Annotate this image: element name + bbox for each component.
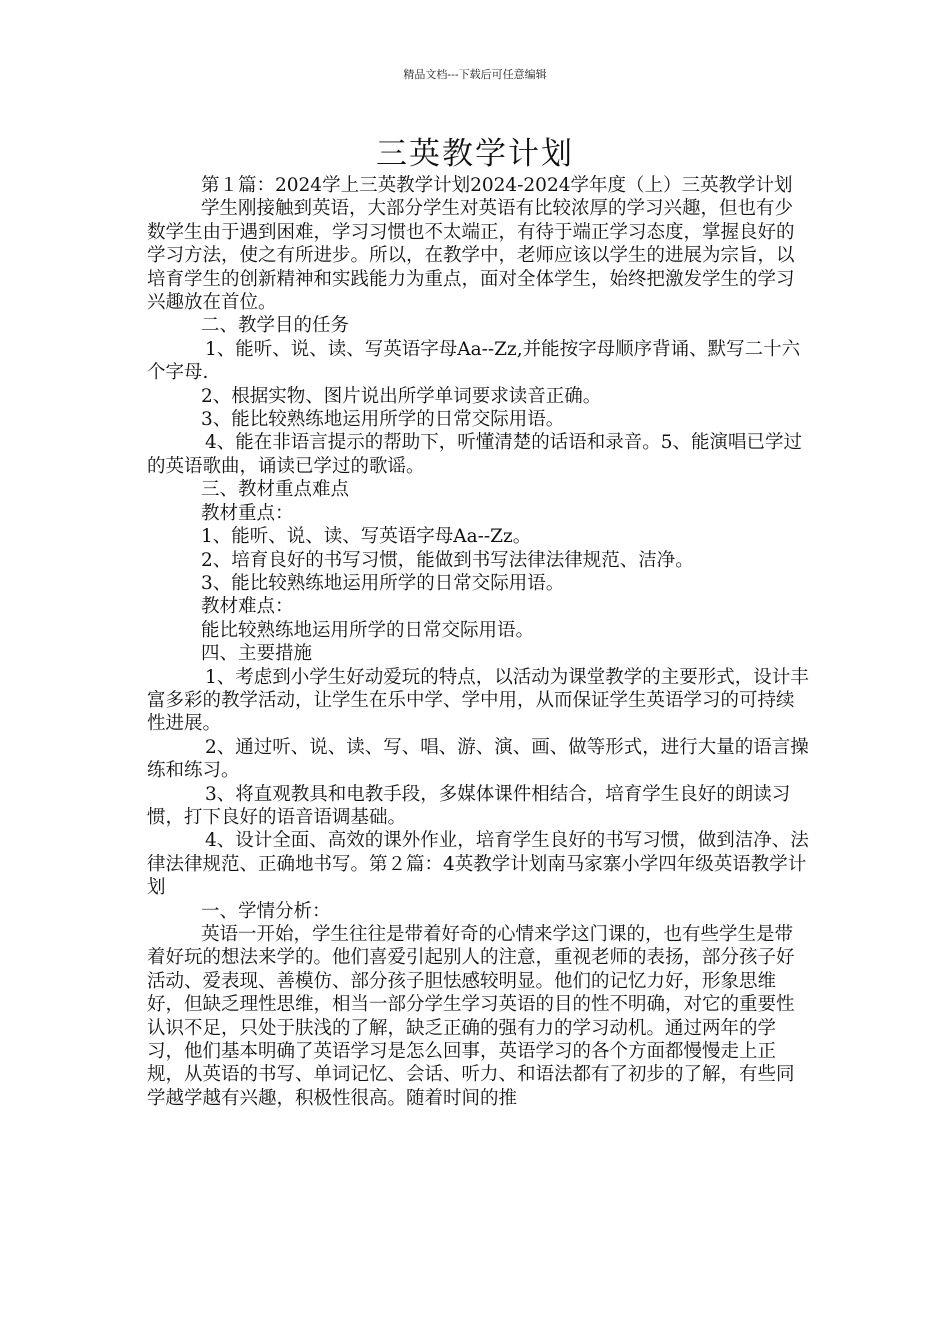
list-item: 2、培育良好的书写习惯，能做到书写法律法律规范、洁净。 — [201, 549, 694, 571]
section-heading: 二、教学目的任务 — [201, 315, 350, 337]
list-item: 2、通过听、说、读、写、唱、游、演、画、做等形式，进行大量的语言操练和练习。 — [147, 736, 809, 782]
document-title: 三英教学计划 — [376, 136, 574, 172]
subheading: 教材重点： — [201, 502, 294, 524]
list-item: 3、能比较熟练地运用所学的日常交际用语。 — [201, 409, 565, 431]
list-item: 3、能比较熟练地运用所学的日常交际用语。 — [201, 572, 565, 594]
document-body — [147, 174, 811, 1110]
list-item: 3、将直观教具和电教手段，多媒体课件相结合，培育学生良好的朗读习惯，打下良好的语音语调基础。 — [147, 783, 791, 828]
paragraph: 第１篇：2024学上三英教学计划2024-2024学年度（上）三英教学计划 — [201, 175, 793, 196]
list-item: 1、考虑到小学生好动爱玩的特点，以活动为课堂教学的主要形式，设计丰富多彩的教学活动，让学生在乐中学、学中用，从而保证学生英语学习的可持续性进展。 — [147, 666, 809, 735]
section-heading: 三、教材重点难点 — [201, 479, 350, 501]
page-header: 精品文档---下载后可任意编辑 — [403, 68, 547, 81]
paragraph: 英语一开始，学生往往是带着好奇的心情来学这门课的，也有些学生是带着好玩的想法来学的。他们喜爱引起别人的注意，重视老师的表扬，部分孩子好活动、爱表现、善模仿、部分孩子胆怯感较明显。他们的记忆力好，形象思维好，但缺乏理性思维，相当一部分学生学习英语的目的性不明确，对它的重要性认识不足，只处于肤浅的了解，缺乏正确的强有力的学习动机。通过两年的学习，他们基本明确了英语学习是怎么回事，英语学习的各个方面都慢慢走上正规，从英语的书写、单词记忆、会话、听力、和语法都有了初步的了解，有些同学越学越有兴趣，积极性很高。随着时间的推 — [147, 924, 795, 1109]
list-item: 4、能在非语言提示的帮助下，听懂清楚的话语和录音。5、能演唱已学过的英语歌曲，诵读已学过的歌谣。 — [147, 432, 803, 477]
list-item: 1、能听、说、读、写英语字母Aa--Zz。 — [201, 526, 532, 548]
list-item: 4、设计全面、高效的课外作业，培育学生良好的书写习惯，做到洁净、法律法律规范、正确地书写。第２篇：4英教学计划南马家寨小学四年级英语教学计划 — [147, 830, 809, 899]
paragraph: 学生刚接触到英语，大部分学生对英语有比较浓厚的学习兴趣，但也有少数学生由于遇到困难，学习习惯也不太端正，有待于端正学习态度，掌握良好的学习方法，使之有所进步。所以，在教学中，老师应该以学生的进展为宗旨，以培育学生的创新精神和实践能力为重点，面对全体学生，始终把激发学生的学习兴趣放在首位。 — [147, 198, 795, 314]
list-item: 1、能听、说、读、写英语字母Aa--Zz,并能按字母顺序背诵、默写二十六个字母. — [147, 338, 801, 384]
subheading: 教材难点： — [201, 596, 294, 618]
list-item: 2、根据实物、图片说出所学单词要求读音正确。 — [201, 385, 602, 407]
section-heading: 一、学情分析： — [201, 900, 331, 922]
paragraph: 能比较熟练地运用所学的日常交际用语。 — [201, 619, 535, 641]
section-heading: 四、主要措施 — [201, 643, 313, 665]
